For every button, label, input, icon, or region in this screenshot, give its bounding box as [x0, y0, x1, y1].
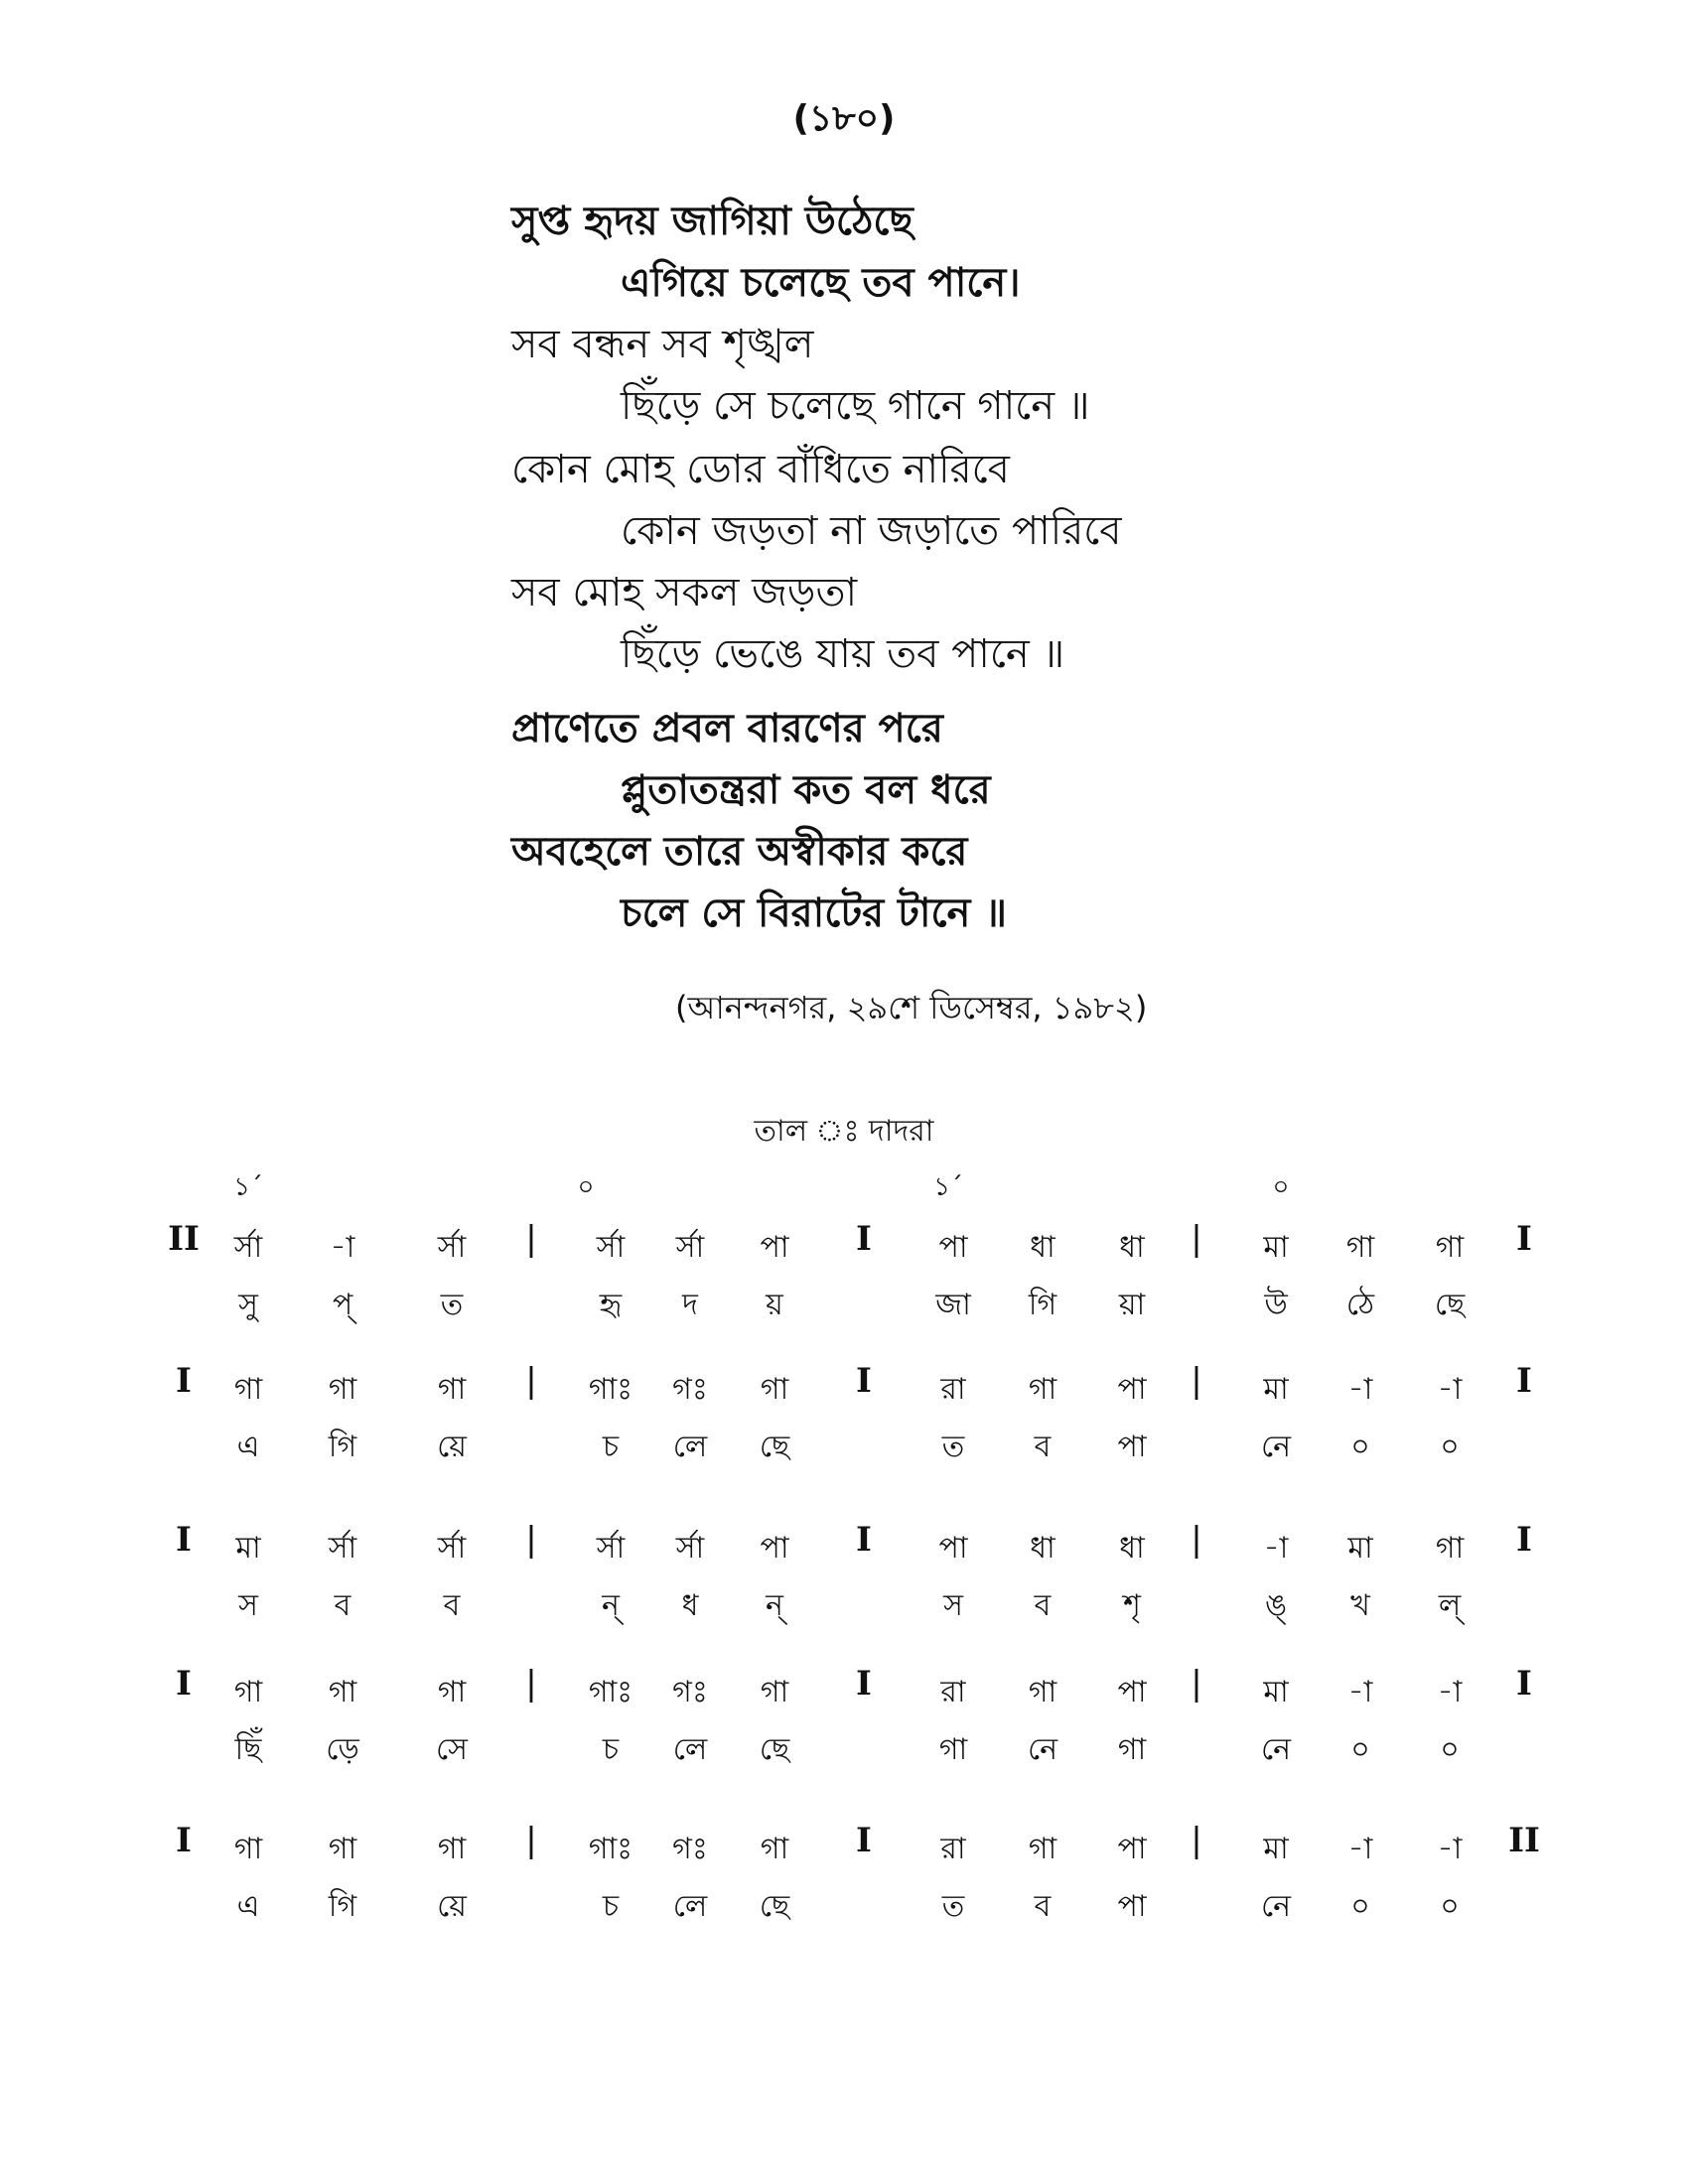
lyric-syllable: ন্: [766, 1588, 783, 1623]
swara-note: র্সা: [437, 1230, 467, 1265]
lyric-syllable: পা: [1117, 1430, 1147, 1464]
swara-note: -া: [1347, 1832, 1373, 1866]
dateline: (আনন্দনগর, ২৯শে ডিসেম্বর, ১৯৮২): [675, 989, 1148, 1026]
swara-note: র্সা: [596, 1531, 626, 1566]
lyric-syllable: ছে: [759, 1889, 790, 1924]
swara-note: গা: [233, 1832, 263, 1866]
swara-note: পা: [1117, 1372, 1147, 1407]
lyric-syllable: ০: [1440, 1732, 1460, 1767]
lyric-syllable: ত: [440, 1288, 464, 1322]
stanza-line: সব বন্ধন সব শৃঙ্খল: [511, 322, 814, 367]
swara-note: গা: [328, 1675, 357, 1709]
lyric-syllable: স: [238, 1588, 258, 1623]
swara-note: গা: [760, 1832, 789, 1866]
lyric-syllable: ধ: [681, 1588, 699, 1623]
bar-line: |: [525, 1664, 537, 1704]
lyric-syllable: উ: [1264, 1288, 1288, 1322]
lyric-syllable: ঙ্: [1264, 1588, 1288, 1623]
swara-note: পা: [760, 1230, 789, 1265]
lyric-syllable: সু: [238, 1288, 258, 1322]
stanza-line: কোন মোহ ডোর বাঁধিতে নারিবে: [511, 447, 1010, 492]
swara-note: গাঃ: [588, 1832, 633, 1866]
lyric-syllable: গি: [1028, 1288, 1057, 1322]
notation-row: [0, 1664, 1688, 1797]
lyric-syllable: ছে: [1434, 1288, 1466, 1322]
swara-note: র্সা: [233, 1230, 263, 1265]
bar-line: I: [856, 1361, 872, 1401]
beat-mark: ১´: [233, 1172, 263, 1202]
swara-note: গা: [1435, 1230, 1465, 1265]
lyric-syllable: নে: [1260, 1430, 1292, 1464]
lyric-syllable: এ: [236, 1889, 260, 1924]
lyric-syllable: য়ে: [437, 1430, 467, 1464]
lyric-syllable: সে: [436, 1732, 468, 1767]
bar-line: |: [1191, 1219, 1202, 1259]
lyric-syllable: ত: [941, 1430, 965, 1464]
swara-note: গা: [233, 1675, 263, 1709]
bar-line: I: [856, 1664, 872, 1704]
notation-row: [0, 1219, 1688, 1352]
swara-note: গা: [437, 1675, 467, 1709]
lyric-syllable: ব: [443, 1588, 461, 1623]
bar-line: I: [1516, 1664, 1532, 1704]
stanza-line: সুপ্ত হৃদয় জাগিয়া উঠেছে: [511, 199, 914, 244]
beat-mark: ০: [577, 1172, 595, 1202]
lyric-syllable: চ: [602, 1430, 620, 1464]
beat-mark: ০: [1272, 1172, 1290, 1202]
swara-note: গা: [1028, 1372, 1057, 1407]
swara-note: মা: [1263, 1832, 1289, 1866]
swara-note: র্সা: [437, 1531, 467, 1566]
bar-line: |: [525, 1361, 537, 1401]
swara-note: গা: [233, 1372, 263, 1407]
stanza-line: কোন জড়তা না জড়াতে পারিবে: [621, 508, 1122, 554]
lyric-syllable: য়ে: [437, 1889, 467, 1924]
lyric-syllable: ড়ে: [326, 1732, 359, 1767]
lyric-syllable: চ: [602, 1889, 620, 1924]
bar-line: II: [1508, 1821, 1540, 1860]
lyric-syllable: স: [943, 1588, 963, 1623]
swara-note: গা: [1028, 1675, 1057, 1709]
lyric-syllable: লে: [672, 1732, 708, 1767]
lyric-syllable: প্: [332, 1288, 353, 1322]
lyric-syllable: নে: [1260, 1732, 1292, 1767]
swara-note: রা: [940, 1675, 966, 1709]
stanza-line: প্লুতাতন্ত্ররা কত বল ধরে: [621, 767, 991, 813]
swara-note: গা: [760, 1372, 789, 1407]
stanza-line: প্রাণেতে প্রবল বারণের পরে: [511, 706, 943, 751]
lyric-syllable: ঠে: [1345, 1288, 1375, 1322]
bar-line: I: [1516, 1520, 1532, 1560]
lyric-syllable: ব: [334, 1588, 352, 1623]
lyric-syllable: ছে: [759, 1430, 790, 1464]
bar-line: I: [856, 1520, 872, 1560]
stanza-line: চলে সে বিরাটের টানে ॥: [621, 890, 1007, 936]
lyric-syllable: গা: [1117, 1732, 1147, 1767]
lyric-syllable: ০: [1440, 1889, 1460, 1924]
swara-note: গাঃ: [588, 1675, 633, 1709]
stanza-line: সব মোহ সকল জড়তা: [511, 570, 858, 615]
bar-line: I: [176, 1361, 192, 1401]
swara-note: গা: [1028, 1832, 1057, 1866]
bar-line: I: [1516, 1219, 1532, 1259]
swara-note: -া: [1437, 1372, 1463, 1407]
swara-note: পা: [760, 1531, 789, 1566]
swara-note: র্সা: [596, 1230, 626, 1265]
swara-note: পা: [938, 1230, 968, 1265]
lyric-syllable: য়া: [1118, 1288, 1146, 1322]
swara-note: -া: [1263, 1531, 1289, 1566]
swara-note: ধা: [1119, 1531, 1145, 1566]
swara-note: ধা: [1030, 1230, 1055, 1265]
bar-line: |: [525, 1219, 537, 1259]
lyric-syllable: গি: [328, 1889, 357, 1924]
lyric-syllable: ব: [1034, 1430, 1052, 1464]
lyric-syllable: ০: [1350, 1732, 1370, 1767]
swara-note: -া: [330, 1230, 355, 1265]
page-number: (১৮০): [792, 98, 896, 139]
bar-line: |: [1191, 1520, 1202, 1560]
song-stanza: [511, 698, 1504, 944]
swara-note: গঃ: [672, 1675, 708, 1709]
lyric-syllable: দ: [682, 1288, 698, 1322]
song-stanza: [511, 191, 1504, 437]
song-stanza: [511, 439, 1504, 685]
lyric-syllable: লে: [672, 1430, 708, 1464]
stanza-line: অবহেলে তারে অস্বীকার করে: [511, 829, 968, 875]
swara-note: গা: [1345, 1230, 1375, 1265]
lyric-syllable: নে: [1027, 1732, 1058, 1767]
swara-note: রা: [940, 1372, 966, 1407]
lyric-syllable: খ: [1350, 1588, 1370, 1623]
lyric-syllable: জা: [935, 1288, 971, 1322]
beat-marks: [0, 1166, 1688, 1206]
tala-heading: তাল ঃ দাদরা: [754, 1114, 934, 1149]
stanza-line: ছিঁড়ে ভেঙে যায় তব পানে ॥: [621, 631, 1065, 677]
swara-note: গা: [328, 1372, 357, 1407]
lyric-syllable: লে: [672, 1889, 708, 1924]
swara-note: মা: [235, 1531, 261, 1566]
bar-line: II: [168, 1219, 200, 1259]
lyric-syllable: ত: [941, 1889, 965, 1924]
bar-line: I: [176, 1664, 192, 1704]
swara-note: মা: [1347, 1531, 1373, 1566]
bar-line: I: [1516, 1361, 1532, 1401]
lyric-syllable: চ: [602, 1732, 620, 1767]
lyric-syllable: ল্: [1438, 1588, 1462, 1623]
swara-note: র্সা: [675, 1230, 705, 1265]
lyric-syllable: শৃ: [1123, 1588, 1141, 1623]
bar-line: |: [525, 1520, 537, 1560]
lyric-syllable: গা: [938, 1732, 968, 1767]
stanza-line: ছিঁড়ে সে চলেছে গানে গানে ॥: [621, 383, 1090, 429]
swara-note: গা: [437, 1832, 467, 1866]
swara-note: গঃ: [672, 1832, 708, 1866]
swara-note: মা: [1263, 1230, 1289, 1265]
bar-line: |: [1191, 1664, 1202, 1704]
swara-note: র্সা: [675, 1531, 705, 1566]
swara-note: র্সা: [328, 1531, 357, 1566]
bar-line: |: [525, 1821, 537, 1860]
swara-note: গা: [760, 1675, 789, 1709]
bar-line: I: [856, 1821, 872, 1860]
swara-note: পা: [1117, 1832, 1147, 1866]
bar-line: I: [176, 1520, 192, 1560]
lyric-syllable: হৃ: [599, 1288, 623, 1322]
swara-note: ধা: [1030, 1531, 1055, 1566]
swara-note: মা: [1263, 1675, 1289, 1709]
notation-row: [0, 1821, 1688, 1954]
swara-note: পা: [938, 1531, 968, 1566]
swara-note: -া: [1347, 1372, 1373, 1407]
swara-note: -া: [1437, 1675, 1463, 1709]
lyric-syllable: এ: [236, 1430, 260, 1464]
swara-note: গা: [437, 1372, 467, 1407]
bar-line: |: [1191, 1821, 1202, 1860]
lyric-syllable: ০: [1350, 1889, 1370, 1924]
swara-note: গা: [1435, 1531, 1465, 1566]
swara-note: গা: [328, 1832, 357, 1866]
lyric-syllable: ব: [1034, 1588, 1052, 1623]
beat-mark: ১´: [933, 1172, 963, 1202]
bar-line: I: [856, 1219, 872, 1259]
bar-line: |: [1191, 1361, 1202, 1401]
lyric-syllable: পা: [1117, 1889, 1147, 1924]
lyric-syllable: ছিঁ: [234, 1732, 262, 1767]
swara-note: মা: [1263, 1372, 1289, 1407]
lyric-syllable: ন্: [602, 1588, 620, 1623]
lyric-syllable: নে: [1260, 1889, 1292, 1924]
notation-row: [0, 1520, 1688, 1653]
lyric-syllable: ০: [1440, 1430, 1460, 1464]
swara-note: গাঃ: [588, 1372, 633, 1407]
lyric-syllable: ০: [1350, 1430, 1370, 1464]
lyric-syllable: য়: [766, 1288, 783, 1322]
lyric-syllable: ছে: [759, 1732, 790, 1767]
lyric-syllable: গি: [328, 1430, 357, 1464]
swara-note: -া: [1347, 1675, 1373, 1709]
lyric-syllable: ব: [1034, 1889, 1052, 1924]
stanza-line: এগিয়ে চলেছে তব পানে।: [621, 260, 1021, 306]
swara-note: গঃ: [672, 1372, 708, 1407]
notation-row: [0, 1361, 1688, 1494]
swara-note: রা: [940, 1832, 966, 1866]
swara-note: পা: [1117, 1675, 1147, 1709]
swara-note: -া: [1437, 1832, 1463, 1866]
bar-line: I: [176, 1821, 192, 1860]
swara-note: ধা: [1119, 1230, 1145, 1265]
